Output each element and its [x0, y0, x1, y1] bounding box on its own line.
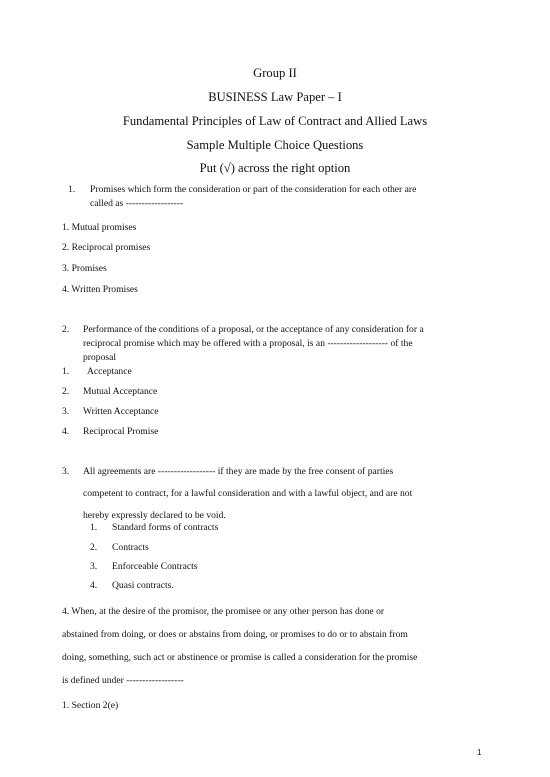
group-heading: Group II	[253, 66, 297, 80]
option-number: 4.	[90, 580, 98, 591]
question-text: doing, something, such act or abstinence or promise is called a consideration for the promise	[62, 652, 418, 663]
instruction-line: Put (√) across the right option	[199, 161, 351, 175]
subject-title: Fundamental Principles of Law of Contract and Allied Laws	[122, 114, 428, 128]
question-text: reciprocal promise which may be offered with a proposal, is an ------------------- of the	[83, 338, 413, 349]
answer-option: Written Acceptance	[83, 406, 159, 417]
answer-option: 2. Reciprocal promises	[62, 242, 151, 253]
option-number: 4.	[62, 426, 70, 437]
page-number: 1	[477, 748, 482, 757]
option-number: 3.	[62, 406, 70, 417]
section-title: Sample Multiple Choice Questions	[186, 138, 364, 152]
question-number: 3.	[62, 466, 70, 477]
answer-option: Acceptance	[87, 366, 132, 377]
answer-option: 1. Section 2(e)	[62, 700, 119, 711]
question-text: competent to contract, for a lawful consideration and with a lawful object, and are not	[83, 488, 413, 499]
question-text: is defined under ------------------	[62, 675, 184, 686]
option-number: 1.	[90, 522, 98, 533]
answer-option: 3. Promises	[62, 263, 107, 274]
answer-option: Quasi contracts.	[112, 580, 174, 591]
answer-option: Contracts	[112, 542, 149, 553]
question-number: 1.	[68, 184, 76, 195]
question-text: Performance of the conditions of a proposal, or the acceptance of any consideration for a	[83, 324, 424, 335]
question-text: abstained from doing, or does or abstains from doing, or promises to do or to abstain from	[62, 629, 408, 640]
question-text: called as ------------------	[90, 198, 184, 209]
answer-option: Standard forms of contracts	[112, 522, 219, 533]
option-number: 2.	[62, 386, 70, 397]
question-text: proposal	[83, 352, 117, 363]
answer-option: Mutual Acceptance	[83, 386, 158, 397]
answer-option: 1. Mutual promises	[62, 222, 137, 233]
question-text: All agreements are ------------------ if they are made by the free consent of parties	[83, 466, 394, 477]
question-text: 4. When, at the desire of the promisor, the promisee or any other person has done or	[62, 606, 385, 617]
answer-option: Reciprocal Promise	[83, 426, 159, 437]
option-number: 1.	[62, 366, 70, 377]
option-number: 2.	[90, 542, 98, 553]
question-text: hereby expressly declared to be void.	[83, 510, 226, 521]
paper-title: BUSINESS Law Paper – I	[208, 90, 342, 104]
option-number: 3.	[90, 561, 98, 572]
answer-option: Enforceable Contracts	[112, 561, 198, 572]
question-number: 2.	[62, 324, 70, 335]
question-text: Promises which form the consideration or part of the consideration for each other are	[90, 184, 417, 195]
answer-option: 4. Written Promises	[62, 284, 138, 295]
